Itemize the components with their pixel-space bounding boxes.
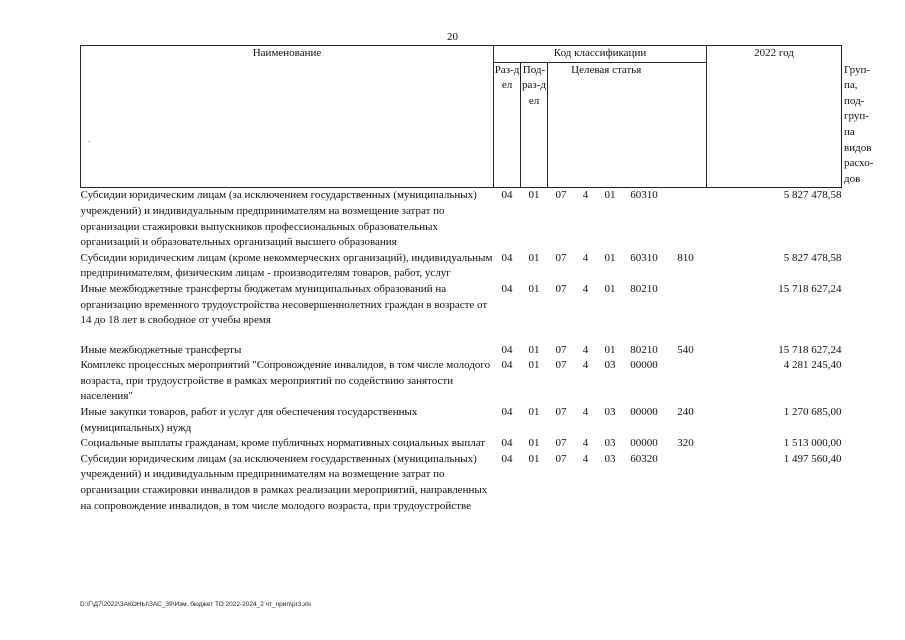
row-code-c2: 4 bbox=[582, 437, 589, 450]
row-code-v: 540 bbox=[677, 343, 694, 356]
row-code-c4: 00000 bbox=[630, 406, 658, 419]
table-row bbox=[81, 358, 842, 405]
row-code-r: 04 bbox=[501, 437, 513, 450]
table-row bbox=[81, 343, 842, 359]
row-amount: 15 718 627,24 bbox=[778, 343, 842, 356]
table-row bbox=[81, 452, 842, 514]
file-path-footer: D:\Г\Д7\2022\ЗАКОНЫ\ЗАС_39\Изм. бюджет ТО 2022-2024_2 чт_прил\pr3.xls bbox=[80, 601, 312, 608]
row-amount: 5 827 478,58 bbox=[783, 189, 842, 202]
row-code-v bbox=[665, 282, 707, 343]
row-name: Субсидии юридическим лицам (за исключением государственных (муниципальных) учреждений) и индивидуальным предпринимателям на возмещение затрат по организации стажировки выпускников профессиональных образовательных организаций и образовательных организаций высшего образования bbox=[80, 189, 477, 249]
row-code-c1: 07 bbox=[555, 452, 567, 465]
row-code-r: 04 bbox=[501, 343, 513, 356]
budget-table: Наименование Код классификации 2022 год Раз-дел Под-раз-дел Целевая статья Груп-па, под-груп-па видов расхо-дов Субсидии юридическим лицам (за исключением государственных (муниципальных) учреждений) и индивидуальным предпринимателям на возмещение затрат по организации стажировки выпускников профессиональных образовательных организаций и образовательных организаций высшего образования 04 01 07 4 01 60310 5 827 478,58 Субсидии юридическим лицам (кроме некоммерческих организаций), индивидуальным предпринимателям, физическим лицам - производителям товаров, работ, услуг 04 01 07 4 01 60310 810 5 827 478,58 Иные межбюджетные трансферты бюджетам муниципальных образований на организацию временного трудоустройства несовершеннолетних граждан в возрасте от 14 до 18 лет в свободное от учебы время 04 01 07 4 01 80210 15 718 627,24 Иные межбюджетные трансферты 04 01 07 4 01 80210 540 15 718 627,24 Комплекс процессных мероприятий "Сопровождение инвалидов, в том числе молодого возраста, при трудоустройстве в рамках мероприятий по содействию занятости населения" 04 01 07 4 03 00000 4 281 245,40 Иные закупки товаров, работ и услуг для обеспечения государственных (муниципальных) нужд 04 01 07 4 03 00000 240 1 270 685,00 Социальные выплаты гражданам, кроме публичных нормативных социальных выплат 04 01 07 4 03 00000 320 1 513 000,00 Субсидии юридическим лицам (за исключением государственных (муниципальных) учреждений) и индивидуальным предпринимателям на возмещение затрат по организации стажировки инвалидов в рамках реализации мероприятий, направленных на сопровождение инвалидов, в том числе молодого возраста, при трудоустройстве 04 01 07 4 03 60320 1 497 560,40 bbox=[80, 45, 842, 514]
row-code-c1: 07 bbox=[555, 437, 567, 450]
row-code-p: 01 bbox=[528, 251, 540, 264]
row-name: Иные межбюджетные трансферты бюджетам муниципальных образований на организацию временного трудоустройства несовершеннолетних граждан в возрасте от 14 до 18 лет в свободное от учебы время bbox=[80, 282, 488, 327]
row-code-c3: 03 bbox=[604, 452, 616, 465]
row-code-v bbox=[665, 452, 707, 514]
row-amount: 1 513 000,00 bbox=[783, 437, 842, 450]
row-amount: 5 827 478,58 bbox=[783, 251, 842, 264]
stray-mark: - bbox=[88, 137, 91, 146]
table-row bbox=[81, 188, 842, 251]
row-name: Субсидии юридическим лицам (за исключением государственных (муниципальных) учреждений) и индивидуальным предпринимателям на возмещение затрат по организации стажировки инвалидов в рамках реализации мероприятий, направленных на сопровождение инвалидов, в том числе молодого возраста, при трудоустройстве bbox=[80, 452, 488, 512]
row-code-c1: 07 bbox=[555, 406, 567, 419]
header-name: Наименование bbox=[81, 46, 494, 188]
row-name: Субсидии юридическим лицам (кроме некоммерческих организаций), индивидуальным предпринимателям, физическим лицам - производителям товаров, работ, услуг bbox=[80, 251, 493, 280]
row-code-c2: 4 bbox=[582, 189, 589, 202]
row-name: Социальные выплаты гражданам, кроме публичных нормативных социальных выплат bbox=[80, 437, 486, 450]
row-code-c3: 01 bbox=[604, 282, 616, 295]
table-row bbox=[81, 436, 842, 452]
header-tselevaya-tail bbox=[665, 62, 707, 188]
page-number: 20 bbox=[447, 31, 458, 43]
row-code-c3: 03 bbox=[604, 406, 616, 419]
row-amount: 4 281 245,40 bbox=[783, 359, 842, 372]
table-row bbox=[81, 405, 842, 436]
row-code-v bbox=[665, 188, 707, 251]
row-code-c3: 01 bbox=[604, 343, 616, 356]
row-code-c1: 07 bbox=[555, 251, 567, 264]
row-code-p: 01 bbox=[528, 437, 540, 450]
row-code-c4: 60320 bbox=[630, 452, 658, 465]
header-podrazdel: Под-раз-дел bbox=[521, 62, 548, 188]
row-code-c4: 80210 bbox=[630, 282, 658, 295]
row-code-v bbox=[665, 358, 707, 405]
row-name: Иные закупки товаров, работ и услуг для обеспечения государственных (муниципальных) нужд bbox=[80, 406, 418, 434]
row-code-c3: 03 bbox=[604, 437, 616, 450]
row-code-v: 810 bbox=[677, 251, 694, 264]
row-code-c4: 60310 bbox=[630, 251, 658, 264]
row-code-c2: 4 bbox=[582, 452, 589, 465]
row-code-p: 01 bbox=[528, 359, 540, 372]
header-year: 2022 год bbox=[707, 46, 842, 188]
table-row bbox=[81, 282, 842, 343]
header-razdel: Раз-дел bbox=[494, 62, 521, 188]
row-code-c4: 80210 bbox=[630, 343, 658, 356]
row-code-r: 04 bbox=[501, 282, 513, 295]
row-code-v: 320 bbox=[677, 437, 694, 450]
row-code-c3: 03 bbox=[604, 359, 616, 372]
row-code-p: 01 bbox=[528, 343, 540, 356]
row-code-r: 04 bbox=[501, 189, 513, 202]
row-code-c1: 07 bbox=[555, 359, 567, 372]
row-code-r: 04 bbox=[501, 359, 513, 372]
row-code-p: 01 bbox=[528, 282, 540, 295]
row-code-p: 01 bbox=[528, 452, 540, 465]
row-code-c2: 4 bbox=[582, 343, 589, 356]
row-code-c1: 07 bbox=[555, 343, 567, 356]
row-code-p: 01 bbox=[528, 406, 540, 419]
header-code: Код классификации bbox=[494, 46, 707, 63]
row-name: Иные межбюджетные трансферты bbox=[80, 343, 242, 356]
row-name: Комплекс процессных мероприятий "Сопровождение инвалидов, в том числе молодого возраста, при трудоустройстве в рамках мероприятий по содействию занятости населения" bbox=[80, 359, 491, 403]
row-code-c2: 4 bbox=[582, 282, 589, 295]
row-code-c4: 60310 bbox=[630, 189, 658, 202]
row-code-r: 04 bbox=[501, 251, 513, 264]
row-amount: 1 270 685,00 bbox=[783, 406, 842, 419]
row-code-c3: 01 bbox=[604, 251, 616, 264]
row-code-r: 04 bbox=[501, 452, 513, 465]
row-amount: 15 718 627,24 bbox=[778, 282, 842, 295]
row-code-c3: 01 bbox=[604, 189, 616, 202]
row-amount: 1 497 560,40 bbox=[783, 452, 842, 465]
row-code-c4: 00000 bbox=[630, 437, 658, 450]
header-tselevaya: Целевая статья bbox=[548, 62, 665, 188]
row-code-c2: 4 bbox=[582, 359, 589, 372]
row-code-r: 04 bbox=[501, 406, 513, 419]
row-code-c2: 4 bbox=[582, 406, 589, 419]
row-code-v: 240 bbox=[677, 406, 694, 419]
row-code-p: 01 bbox=[528, 189, 540, 202]
table-row bbox=[81, 251, 842, 282]
row-code-c2: 4 bbox=[582, 251, 589, 264]
row-code-c1: 07 bbox=[555, 282, 567, 295]
row-code-c4: 00000 bbox=[630, 359, 658, 372]
row-code-c1: 07 bbox=[555, 189, 567, 202]
